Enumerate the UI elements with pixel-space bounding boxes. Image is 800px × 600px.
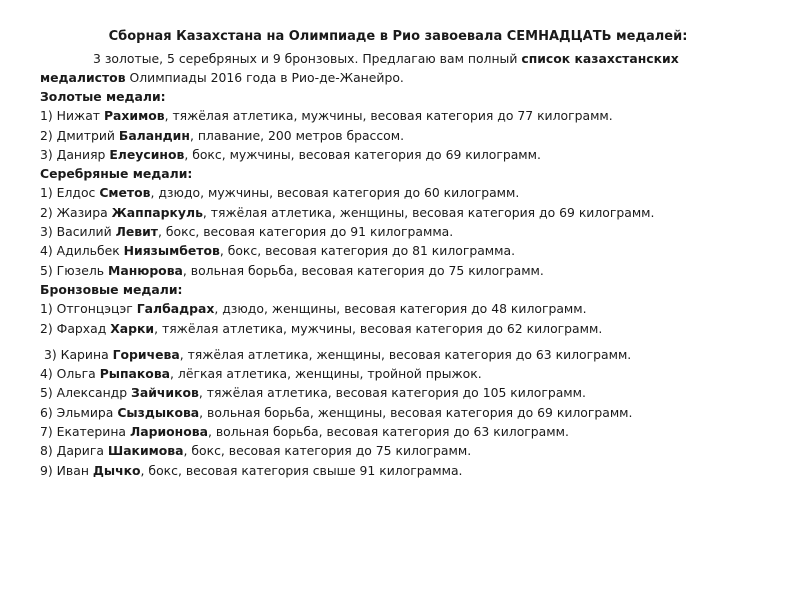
- athlete-surname: Рыпакова: [99, 366, 171, 382]
- list-item: 4) Ольга Рыпакова, лёгкая атлетика, женщины, тройной прыжок.: [40, 366, 482, 382]
- athlete-surname: Сметов: [99, 185, 151, 201]
- athlete-surname: Рахимов: [103, 108, 165, 124]
- athlete-surname: Жаппаркуль: [111, 204, 203, 220]
- list-item: 4) Адильбек Ниязымбетов, бокс, весовая категория до 81 килограмма.: [40, 243, 516, 259]
- list-item: 8) Дарига Шакимова, бокс, весовая категория до 75 килограмм.: [40, 443, 472, 459]
- list-item: 2) Дмитрий Баландин, плавание, 200 метров брассом.: [40, 127, 405, 143]
- athlete-surname: Харки: [110, 320, 155, 336]
- list-item: 2) Жазира Жаппаркуль, тяжёлая атлетика, женщины, весовая категория до 69 килограмм.: [40, 204, 655, 220]
- list-item: 5) Гюзель Манюрова, вольная борьба, весовая категория до 75 килограмм.: [40, 262, 544, 278]
- list-item: 1) Нижат Рахимов, тяжёлая атлетика, мужчины, весовая категория до 77 килограмм.: [40, 108, 613, 124]
- intro-bold-text: список казахстанских медалистов: [40, 51, 679, 85]
- athlete-surname: Галбадрах: [136, 301, 215, 317]
- list-item: 1) Елдос Сметов, дзюдо, мужчины, весовая категория до 60 килограмм.: [40, 185, 520, 201]
- athlete-surname: Манюрова: [108, 262, 183, 278]
- athlete-surname: Сыздыкова: [117, 404, 200, 420]
- list-item: 3) Василий Левит, бокс, весовая категория до 91 килограмма.: [40, 224, 454, 240]
- document-page: [40, 27, 760, 480]
- list-item: 1) Отгонцэцэг Галбадрах, дзюдо, женщины, весовая категория до 48 килограмм.: [40, 301, 587, 317]
- athlete-surname: Елеусинов: [109, 146, 185, 162]
- silver-heading: Серебряные медали:: [40, 166, 193, 182]
- list-item: 6) Эльмира Сыздыкова, вольная борьба, женщины, весовая категория до 69 килограмм.: [40, 404, 633, 420]
- intro-paragraph: [40, 49, 760, 87]
- gold-heading: Золотые медали:: [40, 89, 166, 104]
- athlete-surname: Шакимова: [107, 443, 184, 459]
- athlete-surname: Баландин: [118, 127, 190, 143]
- list-item: 7) Екатерина Ларионова, вольная борьба, весовая категория до 63 килограмм.: [40, 424, 569, 440]
- intro-text: 3 золотые, 5 серебряных и 9 бронзовых. Предлагаю вам полный: [93, 51, 522, 66]
- list-item: 9) Иван Дычко, бокс, весовая категория свыше 91 килограмма.: [40, 462, 463, 478]
- athlete-surname: Ларионова: [129, 424, 208, 440]
- athlete-surname: Ниязымбетов: [123, 243, 220, 259]
- document-title: Сборная Казахстана на Олимпиаде в Рио завоевала СЕМНАДЦАТЬ медалей:: [108, 29, 688, 44]
- athlete-surname: Горичева: [112, 346, 180, 362]
- athlete-surname: Зайчиков: [131, 385, 199, 401]
- list-item: 3) Карина Горичева, тяжёлая атлетика, женщины, весовая категория до 63 килограмм.: [44, 346, 632, 362]
- intro-tail-text: Олимпиады 2016 года в Рио-де-Жанейро.: [125, 70, 404, 85]
- bronze-heading: Бронзовые медали:: [40, 281, 183, 297]
- athlete-surname: Дычко: [92, 462, 141, 478]
- list-item: 5) Александр Зайчиков, тяжёлая атлетика, весовая категория до 105 килограмм.: [40, 385, 586, 401]
- list-item: 3) Данияр Елеусинов, бокс, мужчины, весовая категория до 69 килограмм.: [40, 146, 541, 162]
- list-item: 2) Фархад Харки, тяжёлая атлетика, мужчины, весовая категория до 62 килограмм.: [40, 320, 603, 336]
- athlete-surname: Левит: [115, 224, 158, 240]
